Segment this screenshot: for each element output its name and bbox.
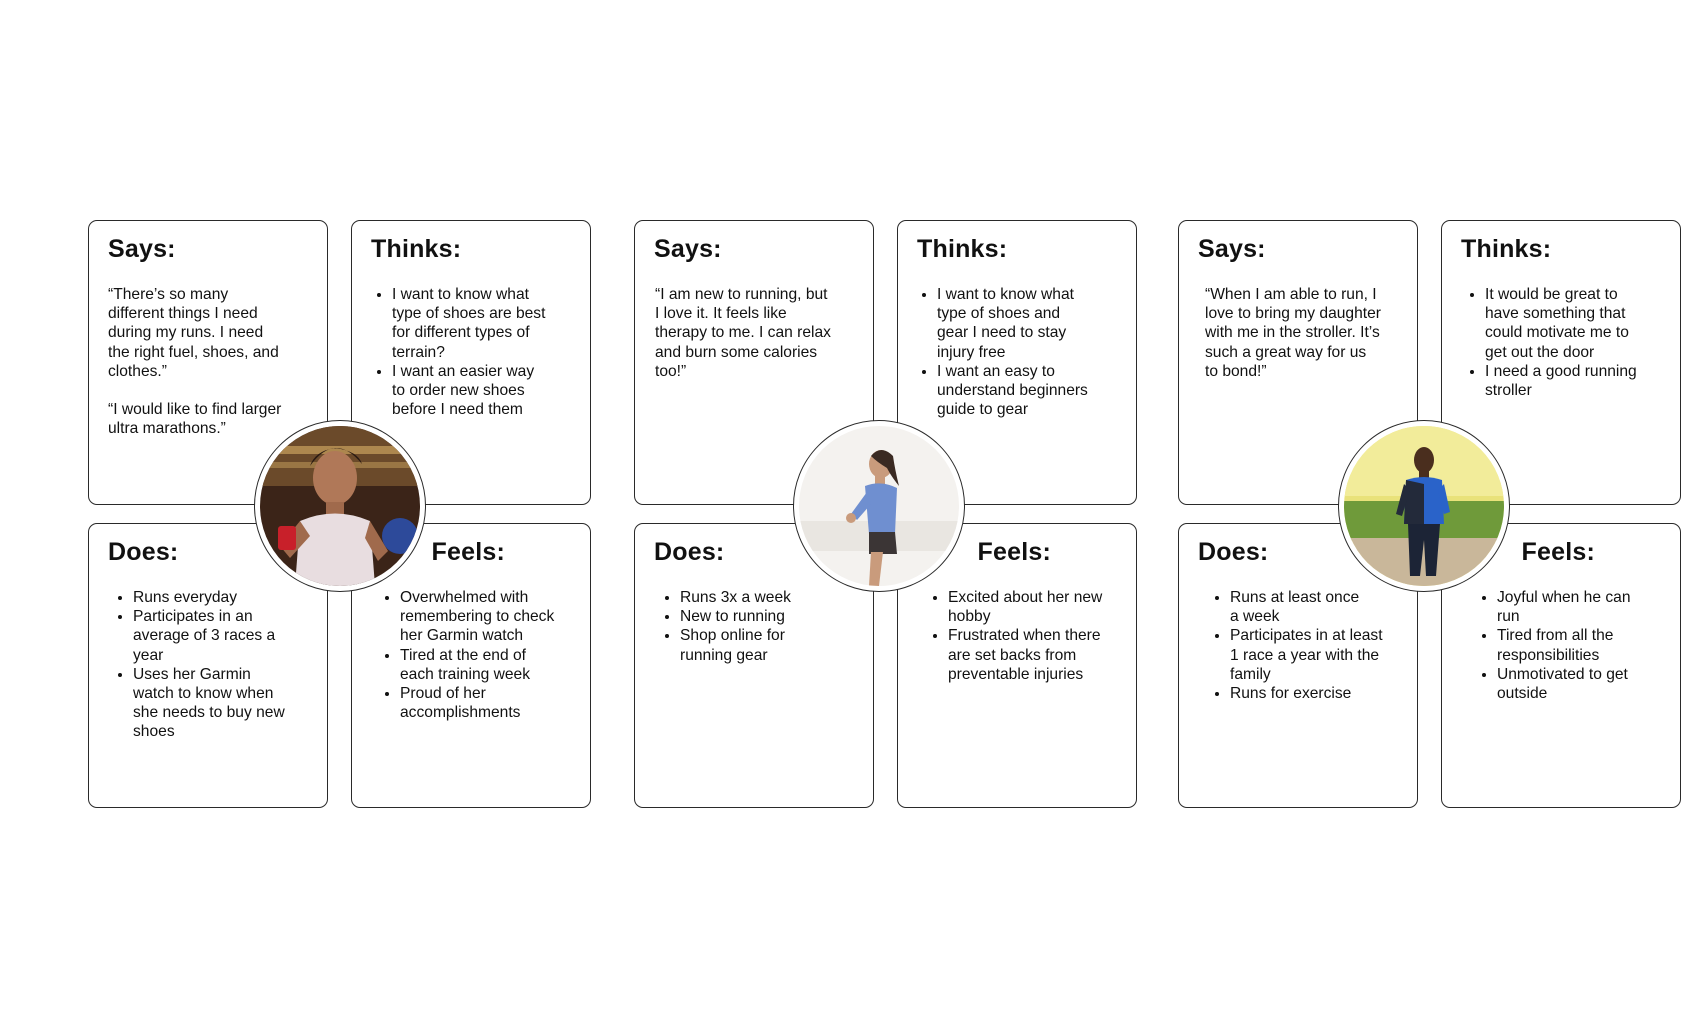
- feels-item: • Tired from all the responsibilities: [1497, 626, 1678, 664]
- does-heading: Does:: [654, 538, 725, 566]
- feels-item: • Frustrated when there are set backs from preventable injuries: [948, 626, 1136, 684]
- does-item: • Runs at least once a week: [1230, 588, 1415, 626]
- thinks-heading: Thinks:: [917, 235, 1008, 263]
- does-item: • Participates in at least 1 race a year with the family: [1230, 626, 1415, 684]
- thinks-item: • I want an easy to understand beginners guide to gear: [937, 362, 1130, 420]
- thinks-item: • I want an easier way to order new shoes before I need them: [392, 362, 582, 420]
- feels-item: • Unmotivated to get outside: [1497, 665, 1678, 703]
- thinks-item: • I need a good running stroller: [1485, 362, 1676, 400]
- thinks-heading: Thinks:: [1461, 235, 1552, 263]
- does-item: • Runs for exercise: [1230, 684, 1415, 703]
- feels-item: • Tired at the end of each training week: [400, 646, 590, 684]
- runner-woman-photo: [260, 426, 420, 586]
- thinks-heading: Thinks:: [371, 235, 462, 263]
- persona-3-avatar: [1338, 420, 1510, 592]
- feels-heading: Feels:: [431, 538, 505, 566]
- runner-man-photo: [1344, 426, 1504, 586]
- does-heading: Does:: [1198, 538, 1269, 566]
- feels-item: • Excited about her new hobby: [948, 588, 1136, 626]
- says-heading: Says:: [108, 235, 176, 263]
- says-heading: Says:: [654, 235, 722, 263]
- does-item: • Participates in an average of 3 races a year: [133, 607, 319, 665]
- feels-item: • Joyful when he can run: [1497, 588, 1678, 626]
- feels-heading: Feels:: [977, 538, 1051, 566]
- does-item: • Runs 3x a week: [680, 588, 865, 607]
- thinks-item: • I want to know what type of shoes are best for different types of terrain?: [392, 285, 582, 362]
- does-heading: Does:: [108, 538, 179, 566]
- does-item: • Runs everyday: [133, 588, 319, 607]
- persona-2-avatar: [793, 420, 965, 592]
- jogger-woman-photo: [799, 426, 959, 586]
- says-quote: “I am new to running, but I love it. It feels like therapy to me. I can relax and burn some calories too!”: [655, 286, 831, 380]
- does-item: • New to running: [680, 607, 865, 626]
- persona-1-avatar: [254, 420, 426, 592]
- says-quote: “I would like to find larger ultra marathons.”: [108, 401, 282, 438]
- feels-heading: Feels:: [1521, 538, 1595, 566]
- thinks-item: • I want to know what type of shoes and gear I need to stay injury free: [937, 285, 1130, 362]
- feels-item: • Overwhelmed with remembering to check her Garmin watch: [400, 588, 590, 646]
- feels-item: • Proud of her accomplishments: [400, 684, 590, 722]
- does-item: • Shop online for running gear: [680, 626, 865, 664]
- says-quote: “When I am able to run, I love to bring my daughter with me in the stroller. It’s such a great way for us to bond!”: [1205, 286, 1381, 380]
- says-heading: Says:: [1198, 235, 1266, 263]
- does-item: • Uses her Garmin watch to know when she needs to buy new shoes: [133, 665, 319, 742]
- says-quote: “There’s so many different things I need during my runs. I need the right fuel, shoes, and clothes.”: [108, 286, 279, 380]
- thinks-item: • It would be great to have something that could motivate me to get out the door: [1485, 285, 1676, 362]
